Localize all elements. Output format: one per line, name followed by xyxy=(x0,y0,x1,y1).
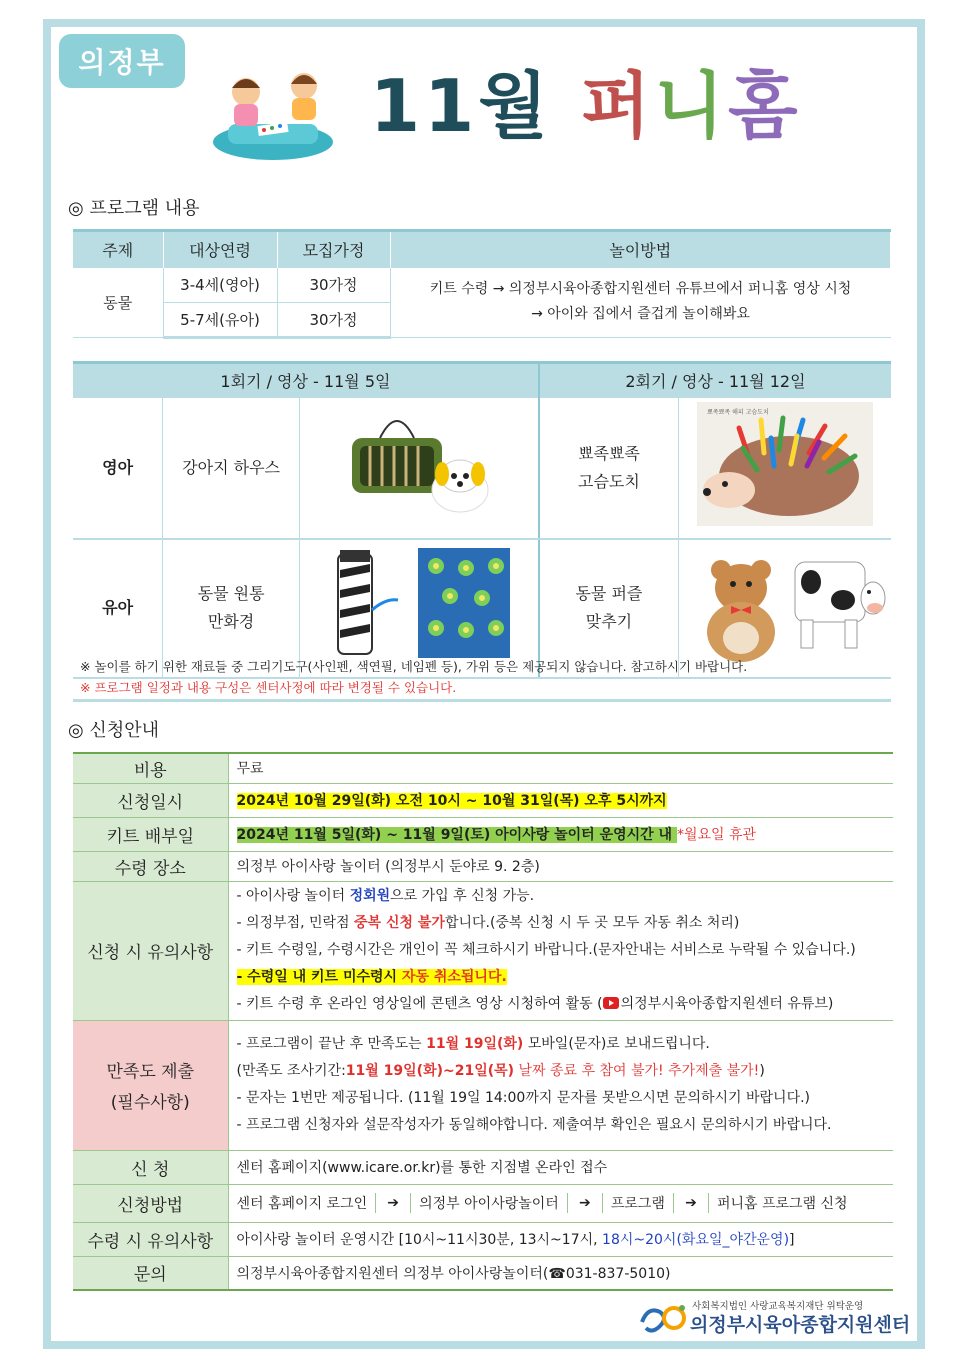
topic-cell: 동물 xyxy=(73,268,163,338)
survey-line: - 프로그램 신청자와 설문작성자가 동일해야합니다. 제출여부 확인은 필요시 문의하시기 바랍니다. xyxy=(236,1117,832,1133)
caution-line: - 키트 수령일, 수령시간은 개인이 꼭 체크하시기 바랍니다.(문자안내는 서비스로 누락될 수 있습니다.) xyxy=(236,942,856,958)
families-cell: 30가정 xyxy=(277,303,390,338)
pickup-label: 수령 시 유의사항 xyxy=(73,1222,228,1256)
survey-label-line-2: (필수사항) xyxy=(110,1093,190,1113)
hedgehog-photo-caption: 뾰족뾰족 해피 고슴도치 xyxy=(707,408,769,416)
apply-date-cell xyxy=(228,783,893,817)
contact-value: 의정부시육아종합지원센터 의정부 아이사랑놀이터(☎031-837-5010) xyxy=(228,1256,893,1290)
note-materials: ※ 놀이를 하기 위한 재료들 중 그리기도구(사인펜, 색연필, 네임펜 등), 가위 등은 제공되지 않습니다. 참고하시기 바랍니다. xyxy=(80,659,748,674)
howto-line-2: → 아이와 집에서 즐겁게 놀이해봐요 xyxy=(531,306,750,323)
title-month: 11월 xyxy=(370,64,552,148)
caution-cell xyxy=(228,881,893,1020)
method-step-program: 프로그램 xyxy=(610,1196,665,1212)
age-child: 유아 xyxy=(73,539,163,678)
youtube-icon xyxy=(603,997,619,1009)
section-heading-application: ◎ 신청안내 xyxy=(68,720,159,741)
col-howto: 놀이방법 xyxy=(390,231,891,268)
apply-label: 신 청 xyxy=(73,1150,228,1184)
activity-puzzle-line-2: 맞추기 xyxy=(585,612,633,631)
session-1-header: 1회기 / 영상 - 11월 5일 xyxy=(73,363,539,398)
caution-line: - 아이사랑 놀이터 정회원으로 가입 후 신청 가능. xyxy=(236,888,535,904)
arrow-icon: ➔ xyxy=(567,1193,603,1213)
place-value: 의정부 아이사랑 놀이터 (의정부시 둔야로 9. 2층) xyxy=(228,851,893,881)
method-cell xyxy=(228,1184,893,1222)
age-infant: 영아 xyxy=(73,398,163,539)
center-logo xyxy=(638,1300,690,1336)
main-title xyxy=(370,64,802,148)
divider xyxy=(73,699,891,702)
caution-line: - 키트 수령 후 온라인 영상일에 콘텐츠 영상 시청하여 활동 ( 의정부시육아종합지원센터 유튜브) xyxy=(236,996,834,1012)
footer-center-name: 의정부시육아종합지원센터 xyxy=(690,1314,911,1336)
activity-hedgehog xyxy=(539,398,679,539)
survey-cell xyxy=(228,1020,893,1150)
hedgehog-craft-photo xyxy=(679,398,892,539)
activity-hedgehog-line-2: 고슴도치 xyxy=(578,471,640,491)
session-2-header: 2회기 / 영상 - 11월 12일 xyxy=(539,363,891,398)
col-age: 대상연령 xyxy=(163,231,277,268)
survey-line: - 문자는 1번만 제공됩니다. (11월 19일 14:00까지 문자를 못받으시면 문의하시기 바랍니다.) xyxy=(236,1090,811,1106)
survey-line: (만족도 조사기간:11월 19일(화)~21일(목) 날짜 종료 후 참여 불가! 추가제출 불가!) xyxy=(236,1063,765,1079)
program-table xyxy=(73,229,891,339)
section-heading-program: ◎ 프로그램 내용 xyxy=(68,198,200,219)
method-step-branch: 의정부 아이사랑놀이터 xyxy=(419,1196,559,1212)
caution-label: 신청 시 유의사항 xyxy=(73,881,228,1020)
method-label: 신청방법 xyxy=(73,1184,228,1222)
fee-value: 무료 xyxy=(228,753,893,783)
method-step-login: 센터 홈페이지 로그인 xyxy=(236,1196,368,1212)
survey-label xyxy=(73,1020,228,1150)
place-label: 수령 장소 xyxy=(73,851,228,881)
age-cell: 3-4세(영아) xyxy=(163,268,277,303)
pickup-value: 아이사랑 놀이터 운영시간 [10시~11시30분, 13시~17시, 18시~20시(화요일_야간운영)] xyxy=(228,1222,893,1256)
howto-cell xyxy=(390,268,891,338)
activity-kaleidoscope-line-2: 만화경 xyxy=(207,612,255,631)
age-cell: 5-7세(유아) xyxy=(163,303,277,338)
arrow-icon: ➔ xyxy=(673,1193,709,1213)
note-schedule-change: ※ 프로그램 일정과 내용 구성은 센터사정에 따라 변경될 수 있습니다. xyxy=(80,680,457,695)
caution-line: - 수령일 내 키트 미수령시 자동 취소됩니다. xyxy=(236,969,507,985)
region-tag: 의정부 xyxy=(59,34,185,88)
fee-label: 비용 xyxy=(73,753,228,783)
dog-house-photo xyxy=(299,398,539,539)
method-step-funhome: 퍼니홈 프로그램 신청 xyxy=(716,1196,848,1212)
kit-date-label: 키트 배부일 xyxy=(73,817,228,851)
footer-subtitle: 사회복지법인 사랑교육복지재단 위탁운영 xyxy=(692,1301,864,1312)
caution-line: - 의정부점, 민락점 중복 신청 불가합니다.(중복 신청 시 두 곳 모두 자동 취소 처리) xyxy=(236,915,740,931)
title-char-2: 니 xyxy=(654,64,728,148)
col-topic: 주제 xyxy=(73,231,163,268)
application-table xyxy=(73,752,893,1291)
schedule-table xyxy=(73,361,891,679)
contact-label: 문의 xyxy=(73,1256,228,1290)
survey-label-line-1: 만족도 제출 xyxy=(106,1062,194,1082)
activity-kaleidoscope-line-1: 동물 원통 xyxy=(197,584,265,603)
activity-hedgehog-line-1: 뾰족뾰족 xyxy=(578,443,640,463)
apply-date-label: 신청일시 xyxy=(73,783,228,817)
kit-date-value: 2024년 11월 5일(화) ~ 11월 9일(토) 아이사랑 놀이터 운영시간 내 xyxy=(236,827,677,843)
title-char-3: 홈 xyxy=(727,64,802,148)
col-families: 모집가정 xyxy=(277,231,390,268)
arrow-icon: ➔ xyxy=(375,1193,411,1213)
notes-block xyxy=(80,656,747,698)
kit-closed-note: *월요일 휴관 xyxy=(676,827,757,843)
title-char-1: 퍼 xyxy=(580,64,655,148)
howto-line-1: 키트 수령 → 의정부시육아종합지원센터 유튜브에서 퍼니홈 영상 시청 xyxy=(429,281,852,298)
method-steps xyxy=(229,1193,894,1213)
kids-drawing-illustration xyxy=(208,64,338,164)
apply-value: 센터 홈페이지(www.icare.or.kr)를 통한 지점별 온라인 접수 xyxy=(228,1150,893,1184)
survey-line: - 프로그램이 끝난 후 만족도는 11월 19일(화) 모바일(문자)로 보내드립니다. xyxy=(236,1036,710,1052)
activity-puzzle-line-1: 동물 퍼즐 xyxy=(575,584,643,603)
activity-dog-house: 강아지 하우스 xyxy=(163,398,300,539)
apply-date-value: 2024년 10월 29일(화) 오전 10시 ~ 10월 31일(목) 오후 5시까지 xyxy=(236,793,667,809)
kit-date-cell xyxy=(228,817,893,851)
families-cell: 30가정 xyxy=(277,268,390,303)
